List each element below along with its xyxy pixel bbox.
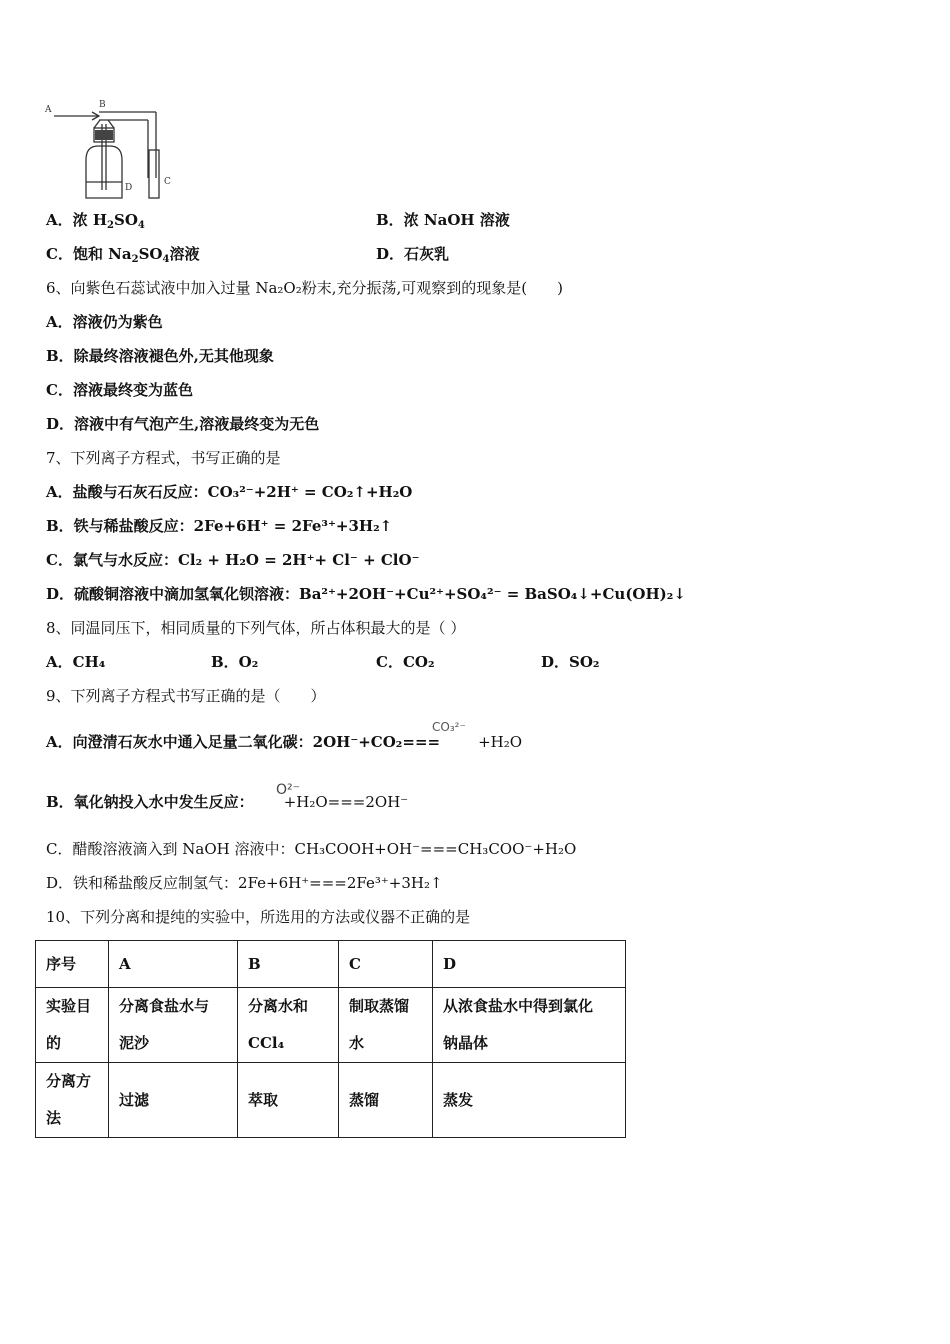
label-c: C xyxy=(164,177,171,187)
q8-option-a: A．CH₄ xyxy=(46,653,106,671)
q8-option-c: C．CO₂ xyxy=(376,653,435,671)
table-row xyxy=(36,1063,626,1138)
q6-option-b: B．除最终溶液褪色外,无其他现象 xyxy=(46,347,274,365)
table-cell: 实验目 的 xyxy=(36,988,109,1063)
q9-option-b: B．氧化钠投入水中发生反应： +H₂O===2OH⁻ xyxy=(46,793,409,811)
q8-option-d: D．SO₂ xyxy=(541,653,600,671)
table-cell: 萃取 xyxy=(238,1063,339,1138)
q9-option-c: C．醋酸溶液滴入到 NaOH 溶液中：CH₃COOH+OH⁻===CH₃COO⁻+H₂O xyxy=(46,840,577,858)
table-cell: 蒸发 xyxy=(433,1063,626,1138)
q6-option-d: D．溶液中有气泡产生,溶液最终变为无色 xyxy=(46,415,320,433)
table-cell: 蒸馏 xyxy=(339,1063,433,1138)
table-row xyxy=(36,988,626,1063)
label-d: D xyxy=(125,183,133,193)
q6-option-a: A．溶液仍为紫色 xyxy=(46,313,163,331)
header-cell: D xyxy=(433,941,626,988)
q5-option-d: D．石灰乳 xyxy=(376,245,450,263)
table-cell: 过滤 xyxy=(109,1063,238,1138)
table-cell: 分离水和 CCl₄ xyxy=(238,988,339,1063)
q9-option-d: D．铁和稀盐酸反应制氢气：2Fe+6H⁺===2Fe³⁺+3H₂↑ xyxy=(46,874,443,892)
q10-stem: 10、下列分离和提纯的实验中，所选用的方法或仪器不正确的是 xyxy=(46,908,471,926)
q7-stem: 7、下列离子方程式，书写正确的是 xyxy=(46,449,281,467)
table-header-row xyxy=(36,941,626,988)
q5-option-c: C．饱和 $Na_2SO_4$溶液 xyxy=(46,245,200,265)
separation-methods-table xyxy=(35,940,626,1138)
gas-apparatus-diagram xyxy=(44,98,184,202)
q8-option-b: B．O₂ xyxy=(211,653,259,671)
header-cell: A xyxy=(109,941,238,988)
q5-option-a: A．浓 $H_2SO_4$ xyxy=(46,211,145,231)
table-cell: 分离方 法 xyxy=(36,1063,109,1138)
q7-option-c: C．氯气与水反应：Cl₂ + H₂O = 2H⁺+ Cl⁻ + ClO⁻ xyxy=(46,551,420,569)
q7-option-d: D．硫酸铜溶液中滴加氢氧化钡溶液：Ba²⁺+2OH⁻+Cu²⁺+SO₄²⁻ = BaSO₄↓+Cu(OH)₂↓ xyxy=(46,585,686,603)
q6-option-c: C．溶液最终变为蓝色 xyxy=(46,381,193,399)
table-cell: 从浓食盐水中得到氯化 钠晶体 xyxy=(433,988,626,1063)
q8-stem: 8、同温同压下，相同质量的下列气体，所占体积最大的是（ ） xyxy=(46,619,466,637)
table-cell: 分离食盐水与 泥沙 xyxy=(109,988,238,1063)
q9-option-a: A．向澄清石灰水中通入足量二氧化碳：2OH⁻+CO₂=== +H₂O xyxy=(46,733,523,751)
q5-option-b: B．浓 NaOH 溶液 xyxy=(376,211,510,229)
label-b: B xyxy=(99,100,106,110)
q7-option-b: B．铁与稀盐酸反应：2Fe+6H⁺ = 2Fe³⁺+3H₂↑ xyxy=(46,517,393,535)
carbonate-ion-image: CO₃²⁻ xyxy=(432,720,466,734)
label-a: A xyxy=(45,105,52,115)
q9-stem: 9、下列离子方程式书写正确的是（ ） xyxy=(46,687,326,705)
q6-stem: 6、向紫色石蕊试液中加入过量 Na₂O₂粉末,充分振荡,可观察到的现象是( ) xyxy=(46,279,563,297)
table-cell: 制取蒸馏 水 xyxy=(339,988,433,1063)
q7-option-a: A．盐酸与石灰石反应：CO₃²⁻+2H⁺ = CO₂↑+H₂O xyxy=(46,483,413,501)
oxide-ion-image: O²⁻ xyxy=(276,782,301,798)
header-cell: 序号 xyxy=(36,941,109,988)
header-cell: B xyxy=(238,941,339,988)
header-cell: C xyxy=(339,941,433,988)
